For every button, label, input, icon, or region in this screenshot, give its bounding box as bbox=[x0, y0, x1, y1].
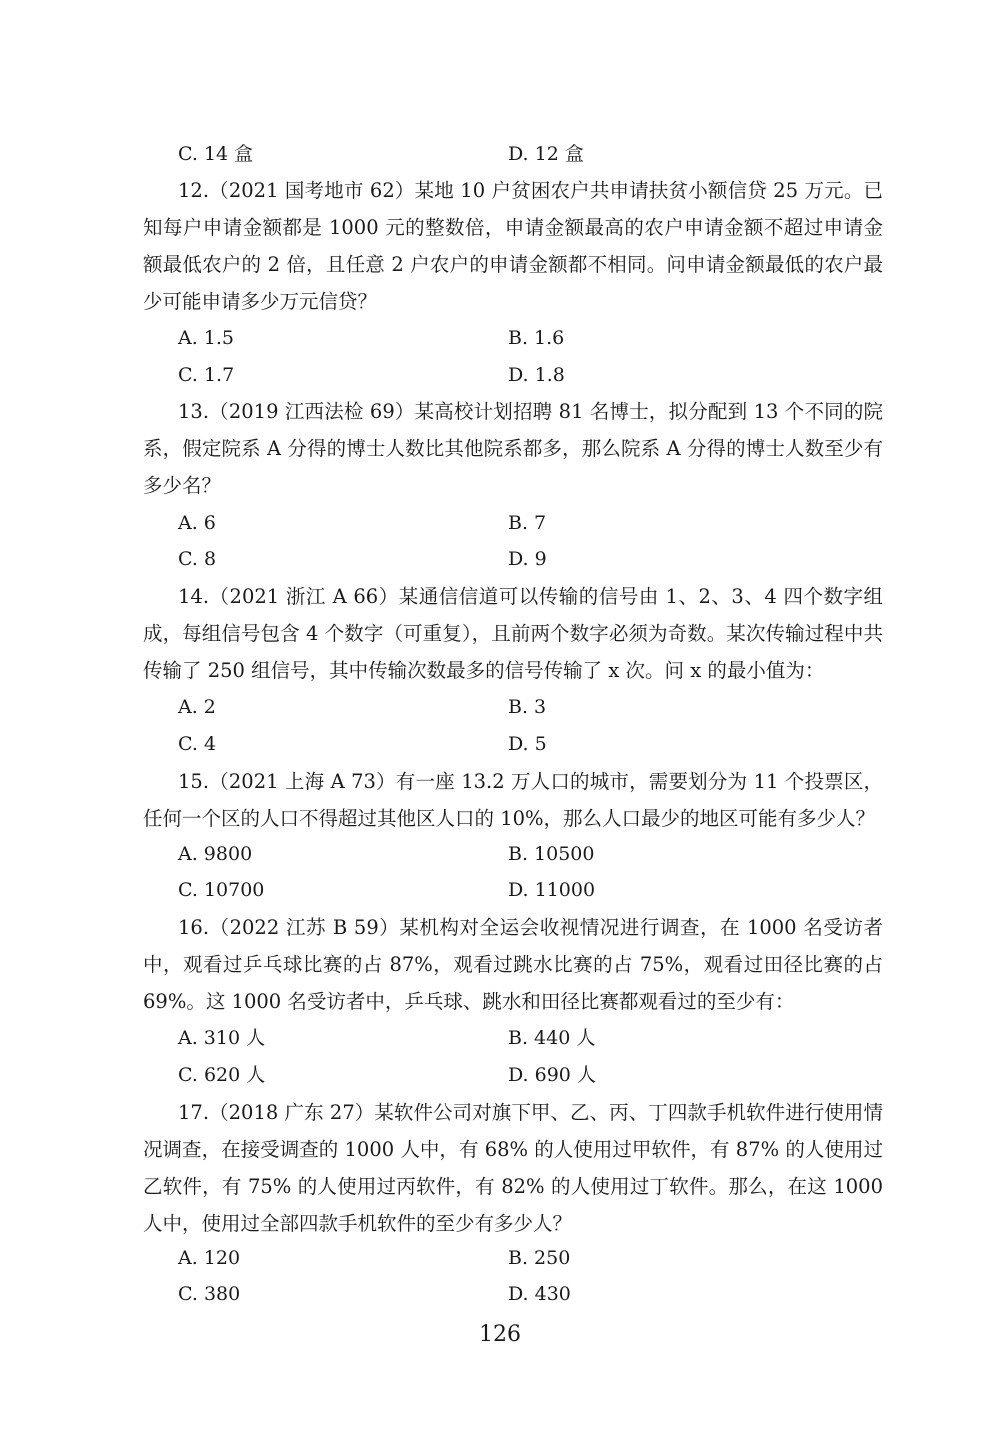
question-15 bbox=[143, 763, 883, 837]
option-b: B. 250 bbox=[508, 1247, 571, 1269]
option-d: D. 1.8 bbox=[508, 364, 565, 386]
option-d: D. 9 bbox=[508, 548, 547, 570]
options-row bbox=[178, 1240, 878, 1277]
option-b: B. 1.6 bbox=[508, 327, 565, 349]
options-row bbox=[178, 1057, 878, 1094]
option-d: D. 11000 bbox=[508, 879, 596, 901]
option-c: C. 8 bbox=[178, 548, 217, 570]
options-row bbox=[178, 357, 878, 394]
option-d: D. 5 bbox=[508, 733, 547, 755]
option-b: B. 7 bbox=[508, 512, 547, 534]
question-text: 17.（2018 广东 27）某软件公司对旗下甲、乙、丙、丁四款手机软件进行使用情况调查，在接受调查的 1000 人中，有 68% 的人使用过甲软件，有 87% 的人使用过乙软件，有 75% 的人使用过丙软件，有 82% 的人使用过丁软件。那么，在这 1000 人中，使用过全部四款手机软件的至少有多少人？ bbox=[143, 1101, 883, 1235]
options-row bbox=[178, 1020, 878, 1057]
options-row bbox=[178, 136, 878, 173]
question-13 bbox=[143, 393, 883, 504]
options-row bbox=[178, 836, 878, 873]
option-d: D. 430 bbox=[508, 1283, 571, 1305]
option-a: A. 2 bbox=[178, 696, 216, 718]
question-text: 16.（2022 江苏 B 59）某机构对全运会收视情况进行调查，在 1000 名受访者中，观看过乒乓球比赛的占 87%，观看过跳水比赛的占 75%，观看过田径比赛的占 69%。这 1000 名受访者中，乒乓球、跳水和田径比赛都观看过的至少有： bbox=[143, 916, 883, 1013]
option-d: D. 690 人 bbox=[508, 1064, 596, 1086]
options-row bbox=[178, 689, 878, 726]
options-row bbox=[178, 1276, 878, 1313]
options-row bbox=[178, 505, 878, 542]
option-a: A. 1.5 bbox=[178, 327, 235, 349]
option-b: B. 3 bbox=[508, 696, 547, 718]
option-a: A. 310 人 bbox=[178, 1027, 266, 1049]
question-text: 12.（2021 国考地市 62）某地 10 户贫困农户共申请扶贫小额信贷 25 万元。已知每户申请金额都是 1000 元的整数倍，申请金额最高的农户申请金额不超过申请金额最低农户的 2 倍，且任意 2 户农户的申请金额都不相同。问申请金额最低的农户最少可能申请多少万元信贷？ bbox=[143, 179, 883, 313]
option-b: B. 440 人 bbox=[508, 1027, 596, 1049]
option-a: A. 6 bbox=[178, 512, 216, 534]
option-a: A. 120 bbox=[178, 1247, 241, 1269]
question-17 bbox=[143, 1094, 883, 1242]
options-row bbox=[178, 726, 878, 763]
question-text: 14.（2021 浙江 A 66）某通信信道可以传输的信号由 1、2、3、4 四个数字组成，每组信号包含 4 个数字（可重复），且前两个数字必须为奇数。某次传输过程中共传输了 250 组信号，其中传输次数最多的信号传输了 x 次。问 x 的最小值为： bbox=[143, 585, 883, 682]
page-number: 126 bbox=[479, 1322, 521, 1347]
options-row bbox=[178, 541, 878, 578]
options-row bbox=[178, 320, 878, 357]
options-row bbox=[178, 872, 878, 909]
question-text: 15.（2021 上海 A 73）有一座 13.2 万人口的城市，需要划分为 11 个投票区，任何一个区的人口不得超过其他区人口的 10%，那么人口最少的地区可能有多少人？ bbox=[143, 770, 883, 830]
option-c: C. 4 bbox=[178, 733, 217, 755]
option-b: B. 10500 bbox=[508, 843, 595, 865]
question-text: 13.（2019 江西法检 69）某高校计划招聘 81 名博士，拟分配到 13 个不同的院系，假定院系 A 分得的博士人数比其他院系都多，那么院系 A 分得的博士人数至少有多少名？ bbox=[143, 400, 883, 497]
question-16 bbox=[143, 909, 883, 1020]
question-12 bbox=[143, 172, 883, 320]
option-d: D. 12 盒 bbox=[508, 143, 584, 165]
option-c: C. 380 bbox=[178, 1283, 241, 1305]
option-c: C. 10700 bbox=[178, 879, 265, 901]
option-c: C. 1.7 bbox=[178, 364, 235, 386]
option-c: C. 620 人 bbox=[178, 1064, 266, 1086]
option-a: A. 9800 bbox=[178, 843, 253, 865]
option-c: C. 14 盒 bbox=[178, 143, 254, 165]
question-14 bbox=[143, 578, 883, 689]
